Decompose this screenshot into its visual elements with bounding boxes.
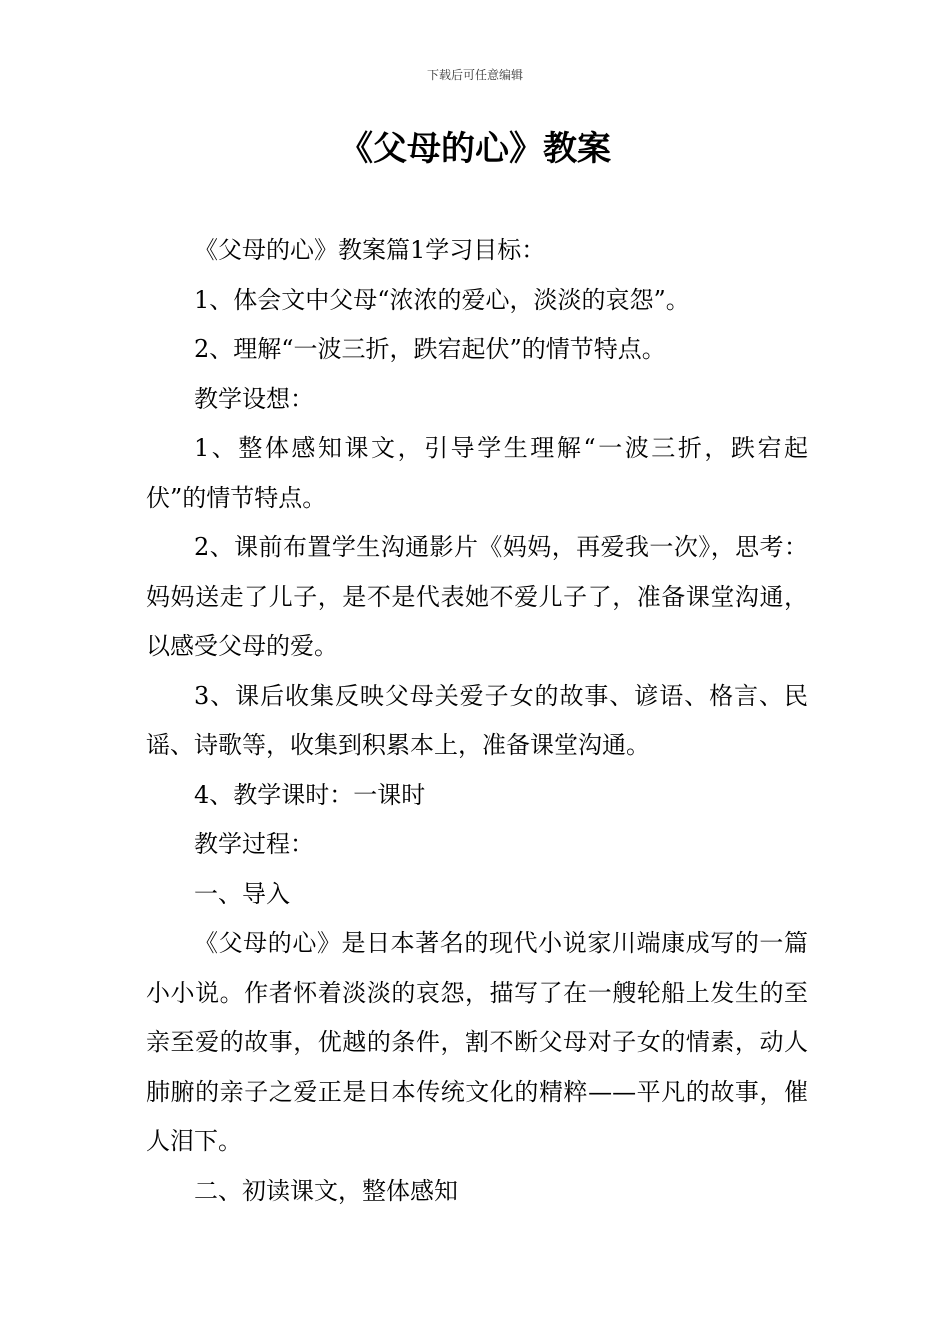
paragraph-objectives-heading: 《父母的心》教案篇1学习目标： — [194, 236, 546, 264]
paragraph-idea-3: 3、课后收集反映父母关爱子女的故事、谚语、格言、民谣、诗歌等，收集到积累本上，准备课堂沟通。 — [146, 681, 808, 759]
paragraph-objective-2: 2、理解“一波三折，跌宕起伏”的情节特点。 — [194, 335, 666, 363]
header-note: 下载后可任意编辑 — [426, 68, 523, 82]
document-body — [146, 226, 808, 1216]
document-title: 《父母的心》教案 — [339, 129, 611, 169]
paragraph-teaching-ideas-heading: 教学设想： — [194, 384, 314, 413]
paragraph-intro-text: 《父母的心》是日本著名的现代小说家川端康成写的一篇小小说。作者怀着淡淡的哀怨，描写了在一艘轮船上发生的至亲至爱的故事，优越的条件，割不断父母对子女的情素，动人肺腑的亲子之爱正是日本传统文化的精粹——平凡的故事，催人泪下。 — [146, 929, 808, 1155]
paragraph-section-reading-heading: 二、初读课文，整体感知 — [194, 1176, 458, 1205]
paragraph-section-intro-heading: 一、导入 — [194, 879, 290, 908]
paragraph-idea-4: 4、教学课时：一课时 — [194, 780, 426, 809]
paragraph-process-heading: 教学过程： — [194, 830, 314, 858]
paragraph-idea-1: 1、整体感知课文，引导学生理解“一波三折，跌宕起伏”的情节特点。 — [146, 434, 808, 512]
paragraph-idea-2: 2、课前布置学生沟通影片《妈妈，再爱我一次》，思考：妈妈送走了儿子，是不是代表她不爱儿子了，准备课堂沟通，以感受父母的爱。 — [146, 533, 808, 660]
paragraph-objective-1: 1、体会文中父母“浓浓的爱心，淡淡的哀怨”。 — [194, 285, 690, 314]
